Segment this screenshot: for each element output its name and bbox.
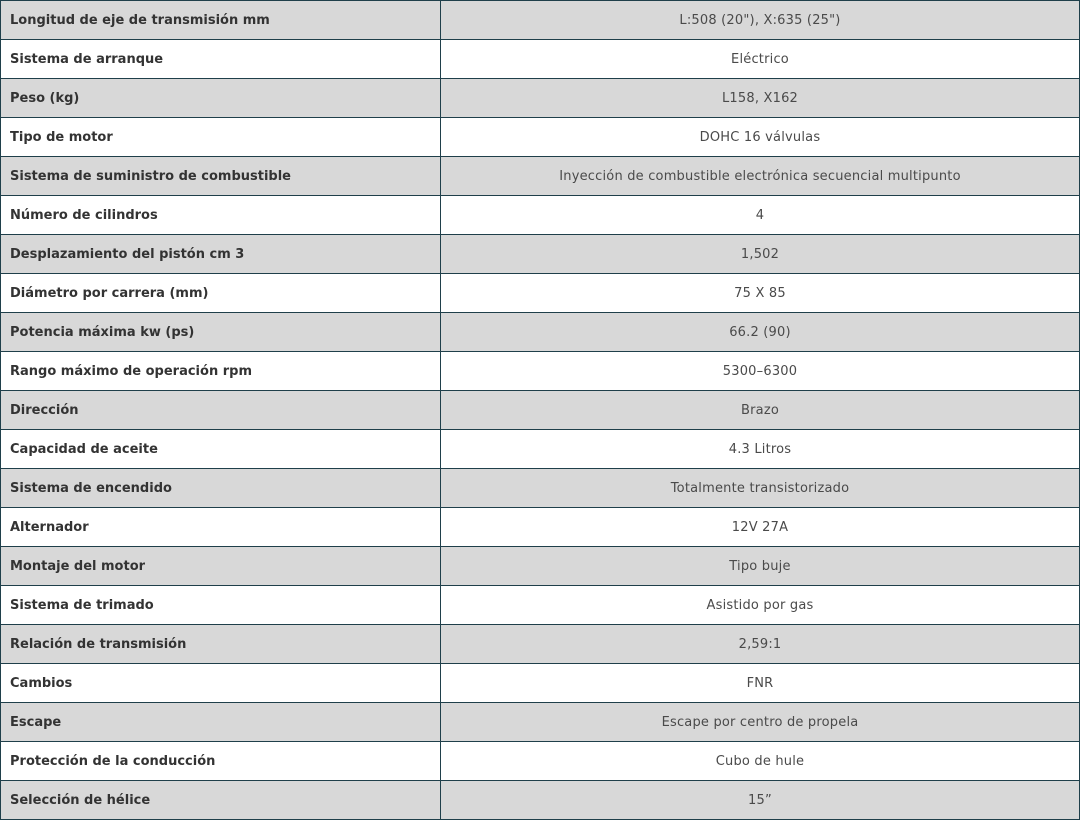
spec-row-gear-shift (1, 664, 1080, 703)
spec-label: Peso (kg) (1, 79, 441, 118)
spec-label: Selección de hélice (1, 781, 441, 820)
spec-value: L:508 (20"), X:635 (25") (441, 1, 1080, 40)
spec-value: 2,59:1 (441, 625, 1080, 664)
spec-label: Rango máximo de operación rpm (1, 352, 441, 391)
spec-label: Capacidad de aceite (1, 430, 441, 469)
spec-label: Tipo de motor (1, 118, 441, 157)
spec-row-max-power (1, 313, 1080, 352)
spec-label: Sistema de trimado (1, 586, 441, 625)
spec-value: Totalmente transistorizado (441, 469, 1080, 508)
spec-value: FNR (441, 664, 1080, 703)
spec-row-gear-ratio (1, 625, 1080, 664)
spec-row-steering (1, 391, 1080, 430)
spec-row-weight (1, 79, 1080, 118)
spec-label: Desplazamiento del pistón cm 3 (1, 235, 441, 274)
spec-label: Escape (1, 703, 441, 742)
spec-value: 66.2 (90) (441, 313, 1080, 352)
spec-row-propeller-selection (1, 781, 1080, 820)
spec-value: 12V 27A (441, 508, 1080, 547)
spec-value: Escape por centro de propela (441, 703, 1080, 742)
spec-row-ignition (1, 469, 1080, 508)
spec-row-trim-system (1, 586, 1080, 625)
spec-row-bore-stroke (1, 274, 1080, 313)
spec-value: 4.3 Litros (441, 430, 1080, 469)
spec-label: Sistema de suministro de combustible (1, 157, 441, 196)
spec-label: Diámetro por carrera (mm) (1, 274, 441, 313)
spec-value: 75 X 85 (441, 274, 1080, 313)
spec-value: 4 (441, 196, 1080, 235)
spec-label: Montaje del motor (1, 547, 441, 586)
spec-row-engine-type (1, 118, 1080, 157)
spec-row-drive-shaft-length (1, 1, 1080, 40)
spec-value: 1,502 (441, 235, 1080, 274)
spec-label: Número de cilindros (1, 196, 441, 235)
spec-value: Eléctrico (441, 40, 1080, 79)
spec-value: Brazo (441, 391, 1080, 430)
spec-table-body (1, 1, 1080, 820)
spec-label: Protección de la conducción (1, 742, 441, 781)
spec-value: 5300–6300 (441, 352, 1080, 391)
spec-label: Sistema de arranque (1, 40, 441, 79)
spec-row-engine-mount (1, 547, 1080, 586)
spec-label: Sistema de encendido (1, 469, 441, 508)
spec-label: Dirección (1, 391, 441, 430)
spec-value: Cubo de hule (441, 742, 1080, 781)
spec-row-oil-capacity (1, 430, 1080, 469)
spec-row-cylinders (1, 196, 1080, 235)
spec-label: Alternador (1, 508, 441, 547)
spec-row-starting-system (1, 40, 1080, 79)
spec-row-rpm-range (1, 352, 1080, 391)
spec-row-displacement (1, 235, 1080, 274)
spec-value: Asistido por gas (441, 586, 1080, 625)
spec-value: L158, X162 (441, 79, 1080, 118)
spec-label: Cambios (1, 664, 441, 703)
spec-value: Tipo buje (441, 547, 1080, 586)
spec-row-fuel-system (1, 157, 1080, 196)
spec-row-alternator (1, 508, 1080, 547)
spec-value: 15” (441, 781, 1080, 820)
spec-label: Longitud de eje de transmisión mm (1, 1, 441, 40)
spec-label: Relación de transmisión (1, 625, 441, 664)
spec-row-exhaust (1, 703, 1080, 742)
spec-label: Potencia máxima kw (ps) (1, 313, 441, 352)
spec-value: Inyección de combustible electrónica secuencial multipunto (441, 157, 1080, 196)
spec-row-drive-protection (1, 742, 1080, 781)
spec-value: DOHC 16 válvulas (441, 118, 1080, 157)
